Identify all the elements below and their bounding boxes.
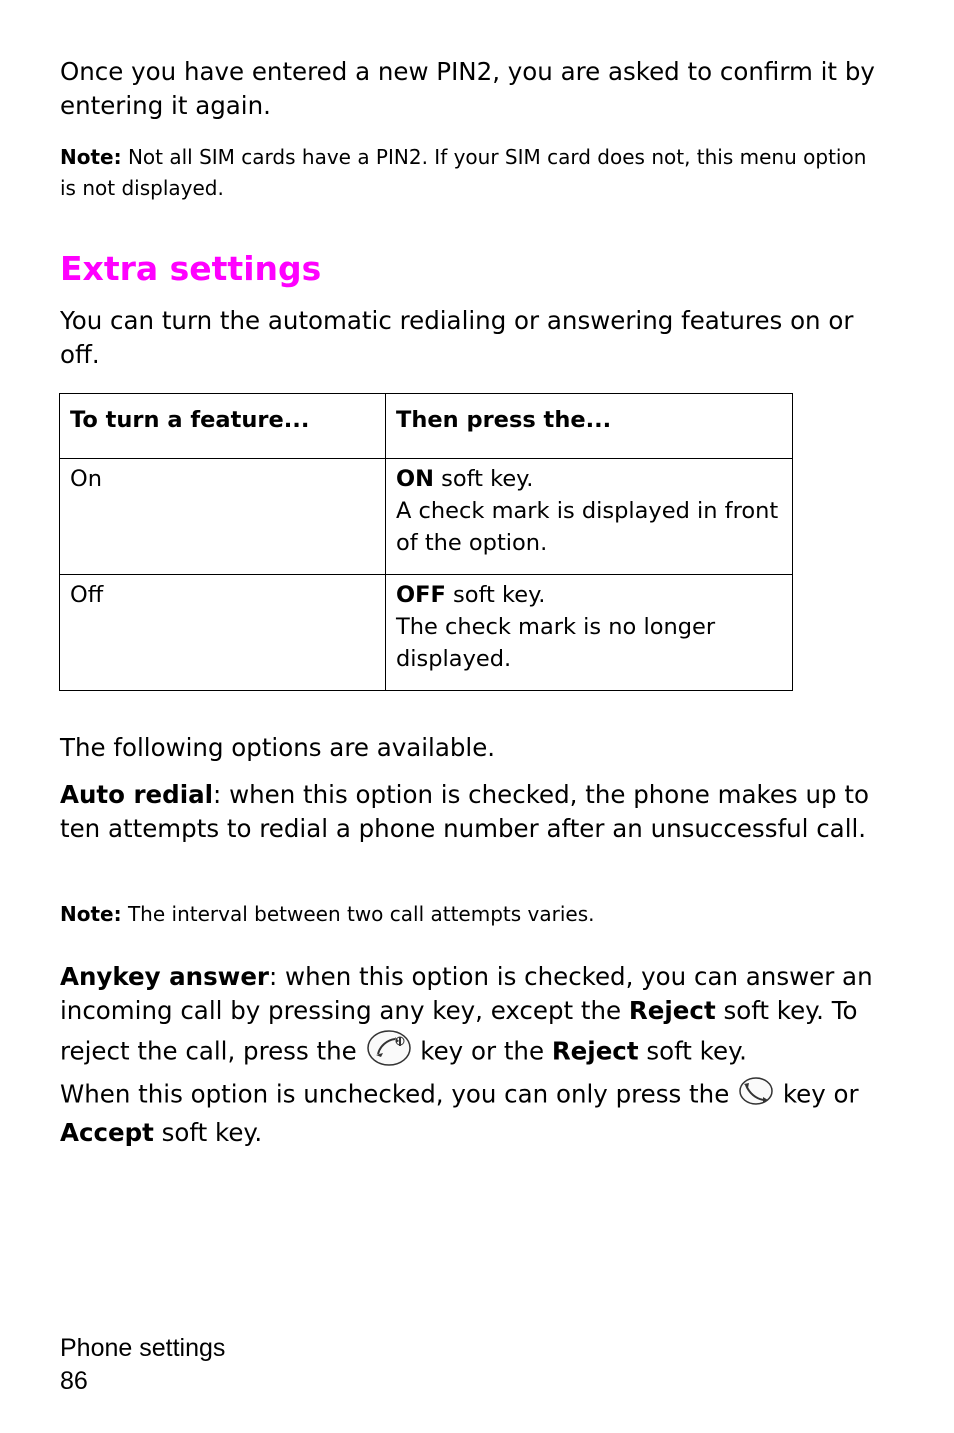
table-cell-detail: The check mark is no longer displayed. xyxy=(396,614,716,672)
table-row xyxy=(60,575,793,691)
anykey-text: soft key. xyxy=(638,1036,747,1066)
anykey-text: : when this option is checked, you can answer an incoming call by pressing any key, except the xyxy=(60,962,873,1025)
table-cell-detail: A check mark is displayed in front of the option. xyxy=(396,498,779,556)
page-number: 86 xyxy=(60,1367,88,1395)
pin2-confirm-paragraph: Once you have entered a new PIN2, you are asked to confirm it by entering it again. xyxy=(60,57,875,120)
table-cell-action xyxy=(386,575,793,691)
note-label: Note: xyxy=(60,145,122,169)
auto-redial-note xyxy=(60,899,880,930)
anykey-answer-label: Anykey answer xyxy=(60,962,270,991)
softkey-suffix: soft key. xyxy=(433,466,534,492)
anykey-text: soft key. To reject the call, press the xyxy=(60,996,858,1066)
table-header-row xyxy=(60,394,793,459)
accept-softkey: Accept xyxy=(60,1118,154,1147)
unchecked-paragraph xyxy=(60,1075,880,1150)
end-call-key-icon xyxy=(365,1028,413,1077)
footer-section-name: Phone settings xyxy=(60,1334,226,1362)
table-row xyxy=(60,459,793,575)
auto-redial-label: Auto redial xyxy=(60,780,214,809)
unchecked-text: When this option is unchecked, you can only press the xyxy=(60,1079,738,1109)
softkey-name: OFF xyxy=(396,582,446,608)
send-call-key-icon xyxy=(737,1075,775,1116)
reject-softkey: Reject xyxy=(551,1036,639,1066)
note-label: Note: xyxy=(60,902,122,926)
reject-softkey: Reject xyxy=(628,996,716,1025)
table-cell-action xyxy=(386,459,793,575)
unchecked-text: key or xyxy=(775,1079,859,1109)
table-header-feature: To turn a feature... xyxy=(60,394,386,459)
feature-table xyxy=(59,393,793,691)
auto-redial-paragraph xyxy=(60,778,880,846)
softkey-name: ON xyxy=(396,466,434,492)
softkey-suffix: soft key. xyxy=(445,582,546,608)
section-description: You can turn the automatic redialing or answering features on or off. xyxy=(60,306,854,369)
auto-redial-text: : when this option is checked, the phone makes up to ten attempts to redial a phone number after an unsuccessful call. xyxy=(60,780,869,843)
note-text: Not all SIM cards have a PIN2. If your SIM card does not, this menu option is not displayed. xyxy=(60,145,867,200)
options-lead: The following options are available. xyxy=(60,733,496,762)
section-title: Extra settings xyxy=(60,249,322,288)
table-cell-feature: Off xyxy=(60,575,386,691)
pin2-note xyxy=(60,142,880,204)
anykey-text: key or the xyxy=(412,1036,552,1066)
table-cell-feature: On xyxy=(60,459,386,575)
anykey-answer-paragraph xyxy=(60,960,880,1077)
table-header-press: Then press the... xyxy=(386,394,793,459)
unchecked-text: soft key. xyxy=(153,1118,263,1147)
note-text: The interval between two call attempts varies. xyxy=(121,902,595,926)
